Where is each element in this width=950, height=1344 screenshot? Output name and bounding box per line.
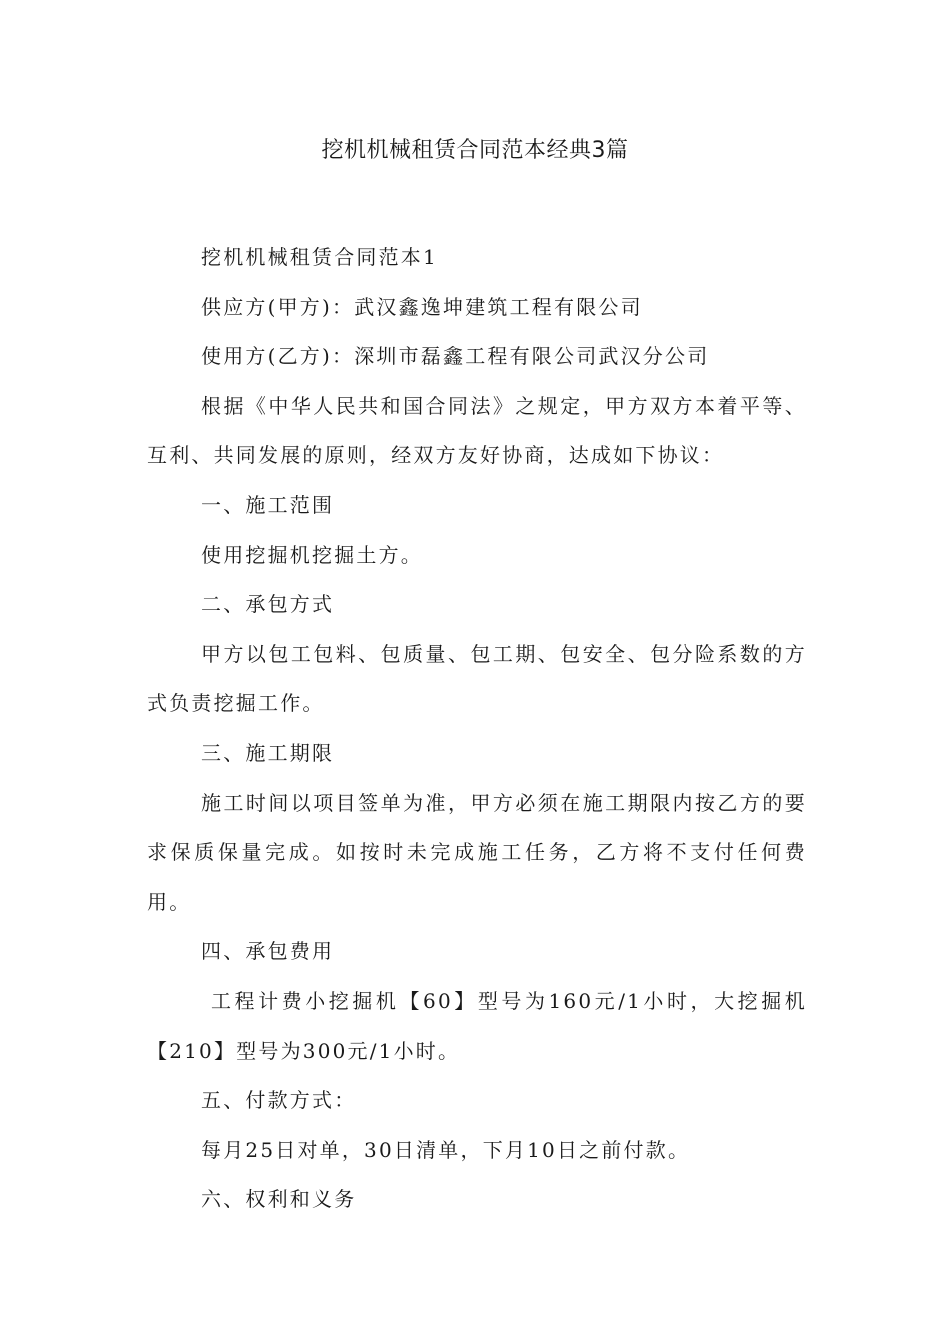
document-body [147,233,807,1225]
party-b: 使用方(乙方)：深圳市磊鑫工程有限公司武汉分公司 [201,344,710,369]
section-heading-6: 六、权利和义务 [201,1187,357,1212]
preamble-paragraph: 根据《中华人民共和国合同法》之规定，甲方双方本着平等、互利、共同发展的原则，经双方友好协商，达成如下协议： [147,393,807,468]
document-title: 挖机机械租赁合同范本经典3篇 [321,138,629,163]
section-text-1: 使用挖掘机挖掘土方。 [201,542,423,567]
section-heading-3: 三、施工期限 [201,740,335,765]
section-heading-4: 四、承包费用 [201,939,335,964]
section-heading-5: 五、付款方式： [201,1088,357,1113]
section-heading-1: 一、施工范围 [201,492,335,517]
party-a: 供应方(甲方)：武汉鑫逸坤建筑工程有限公司 [201,294,643,319]
section-text-2: 甲方以包工包料、包质量、包工期、包安全、包分险系数的方式负责挖掘工作。 [147,641,807,716]
section-text-4: 工程计费小挖掘机【60】型号为160元/1小时，大挖掘机【210】型号为300元/1小时。 [147,988,807,1063]
section-text-3: 施工时间以项目签单为准，甲方必须在施工期限内按乙方的要求保质保量完成。如按时未完成施工任务，乙方将不支付任何费用。 [147,790,807,914]
contract-subtitle: 挖机机械租赁合同范本1 [201,245,438,269]
section-heading-2: 二、承包方式 [201,592,335,617]
section-text-5: 每月25日对单，30日清单，下月10日之前付款。 [201,1137,691,1162]
